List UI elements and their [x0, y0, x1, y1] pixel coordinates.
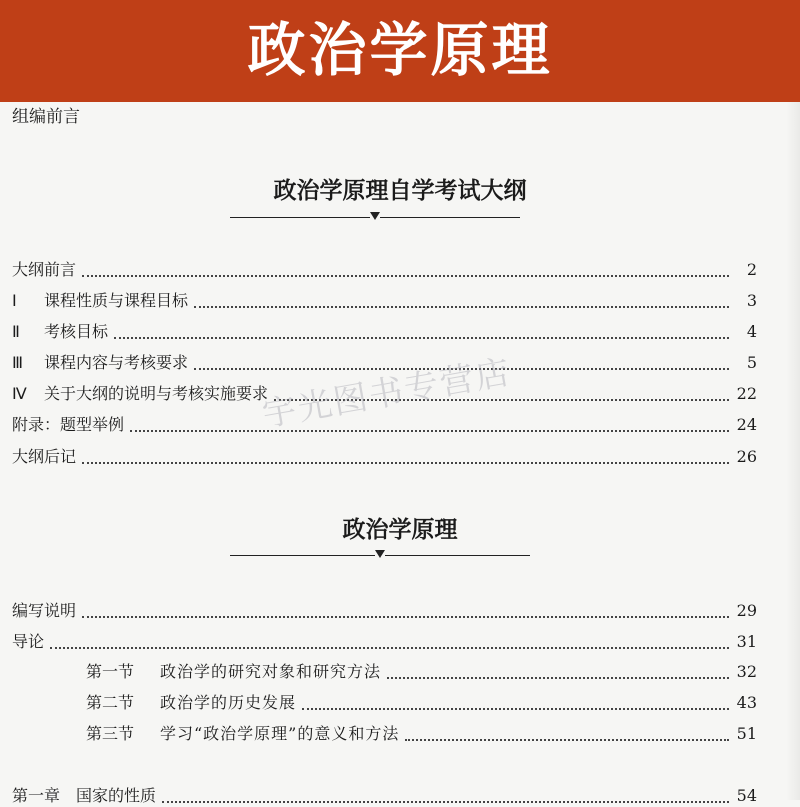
toc-entry-label: 大纲后记: [12, 447, 77, 466]
toc-entry-number: Ⅱ: [12, 322, 20, 341]
dot-leader: [302, 708, 729, 710]
toc-entry-page: 2: [746, 260, 757, 279]
banner-title: 政治学原理: [247, 16, 553, 84]
toc-entry[interactable]: [12, 631, 757, 653]
toc-section-number: 第二节: [86, 693, 135, 712]
toc-entry-page: 26: [736, 447, 757, 466]
toc-section-number: 第三节: [86, 724, 135, 743]
toc-section-label: 政治学的历史发展: [160, 693, 297, 712]
title-ornament: [230, 550, 530, 560]
dot-leader: [114, 337, 729, 339]
toc-chapter-page: 54: [736, 786, 757, 805]
toc-entry[interactable]: [12, 321, 757, 343]
toc-entry[interactable]: [12, 414, 757, 436]
toc-section-page: 43: [736, 693, 757, 712]
toc-entry-number: Ⅲ: [12, 353, 24, 372]
toc-entry[interactable]: [12, 259, 757, 281]
title-banner: [0, 0, 800, 102]
toc-entry[interactable]: [12, 446, 757, 468]
dot-leader: [130, 430, 729, 432]
toc-chapter-entry[interactable]: [12, 785, 757, 807]
dot-leader: [387, 677, 729, 679]
toc-section-label: 政治学的研究对象和研究方法: [160, 662, 382, 681]
toc-section-entry[interactable]: [86, 723, 757, 745]
dot-leader: [194, 306, 729, 308]
toc-entry-label: 导论: [12, 632, 45, 651]
dot-leader: [82, 616, 729, 618]
toc-entry[interactable]: [12, 600, 757, 622]
toc-entry-label: 考核目标: [44, 322, 109, 341]
toc-entry-page: 4: [746, 322, 757, 341]
toc-entry-page: 31: [736, 632, 757, 651]
toc-entry-page: 24: [736, 415, 757, 434]
toc-entry-page: 29: [736, 601, 757, 620]
toc-entry-label: 课程性质与课程目标: [44, 291, 189, 310]
dot-leader: [82, 275, 729, 277]
toc-section-number: 第一节: [86, 662, 135, 681]
dot-leader: [50, 647, 729, 649]
toc-entry-number: Ⅳ: [12, 384, 27, 403]
front-matter-heading: 组编前言: [12, 107, 80, 127]
page-edge-shadow: [786, 102, 800, 800]
toc-entry-page: 3: [746, 291, 757, 310]
toc-entry-label: 关于大纲的说明与考核实施要求: [44, 384, 269, 403]
toc-section-entry[interactable]: [86, 661, 757, 683]
toc-entry-label: 课程内容与考核要求: [44, 353, 189, 372]
shop-watermark: 宇光图书专营店: [259, 352, 515, 436]
toc-section-entry[interactable]: [86, 692, 757, 714]
toc-entry-page: 5: [746, 353, 757, 372]
toc-section-label: 学习“政治学原理”的意义和方法: [160, 724, 400, 743]
dot-leader: [82, 462, 729, 464]
toc-entry-label: 附录：题型举例: [12, 415, 125, 434]
toc-section-page: 51: [736, 724, 757, 743]
dot-leader: [405, 739, 729, 741]
toc-entry[interactable]: [12, 290, 757, 312]
dot-leader: [162, 801, 729, 803]
toc-chapter-label: 第一章 国家的性质: [12, 786, 157, 805]
toc-entry-label: 编写说明: [12, 601, 77, 620]
toc-entry-label: 大纲前言: [12, 260, 77, 279]
toc-entry-number: Ⅰ: [12, 291, 17, 310]
toc-entry-page: 22: [736, 384, 757, 403]
syllabus-title: 政治学原理自学考试大纲: [273, 177, 527, 204]
title-ornament: [230, 212, 520, 222]
toc-section-page: 32: [736, 662, 757, 681]
textbook-title: 政治学原理: [342, 516, 458, 543]
